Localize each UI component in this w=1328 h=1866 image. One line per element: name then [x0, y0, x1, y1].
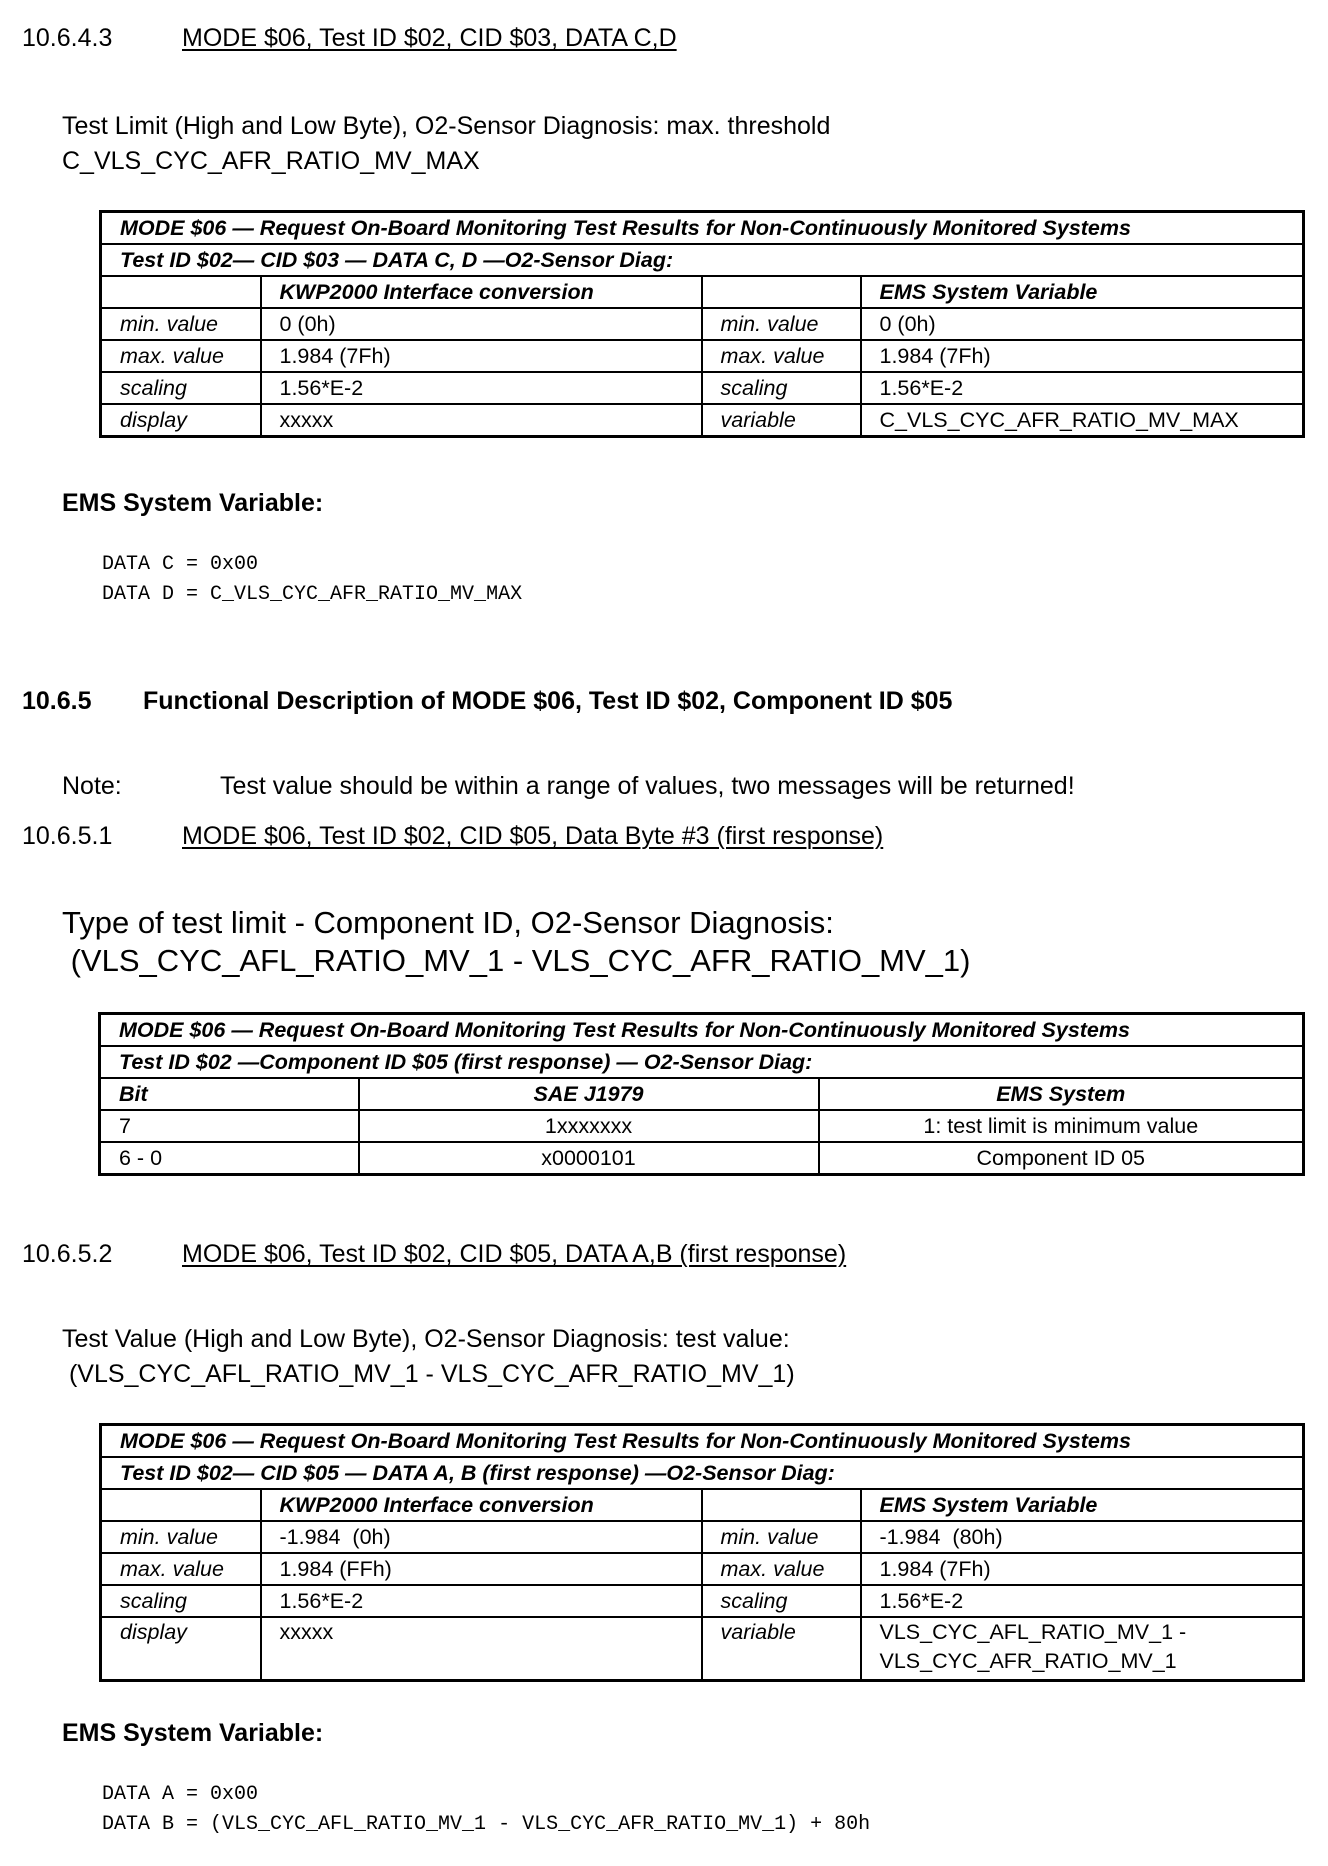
table-row — [100, 1110, 1304, 1142]
row-label: max. value — [101, 1553, 261, 1585]
code-line: DATA B = (VLS_CYC_AFL_RATIO_MV_1 - VLS_CYC_AFR_RATIO_MV_1) + 80h — [102, 1813, 871, 1836]
table-title: MODE $06 — Request On-Board Monitoring Test Results for Non-Continuously Monitored Systems — [101, 212, 1304, 245]
description-line: Type of test limit - Component ID, O2-Sensor Diagnosis: — [62, 905, 834, 940]
row-value: 1.56*E-2 — [861, 372, 1304, 404]
table-title: MODE $06 — Request On-Board Monitoring Test Results for Non-Continuously Monitored Systems — [101, 1425, 1304, 1458]
code-line: DATA A = 0x00 — [102, 1783, 259, 1806]
code-line: DATA C = 0x00 — [102, 553, 259, 576]
row-value: 1.56*E-2 — [261, 372, 702, 404]
row-value: 1.984 (FFh) — [261, 1553, 702, 1585]
section-heading-10-6-5-1 — [22, 822, 883, 851]
row-label: min. value — [101, 308, 261, 340]
code-block — [102, 1780, 870, 1840]
table-title: MODE $06 — Request On-Board Monitoring Test Results for Non-Continuously Monitored Systems — [100, 1014, 1304, 1047]
ems-variable-heading: EMS System Variable: — [62, 1719, 324, 1747]
row-label: max. value — [101, 340, 261, 372]
heading-number: 10.6.5.2 — [22, 1240, 113, 1268]
row-value: 0 (0h) — [861, 308, 1304, 340]
row-label: min. value — [101, 1521, 261, 1553]
row-value-line: VLS_CYC_AFR_RATIO_MV_1 — [879, 1649, 1177, 1673]
table-row — [101, 1553, 1304, 1585]
row-value: -1.984 (80h) — [861, 1521, 1304, 1553]
row-value: 1.56*E-2 — [261, 1585, 702, 1617]
row-value-multiline — [861, 1617, 1304, 1680]
note — [62, 769, 1075, 804]
description-line: (VLS_CYC_AFL_RATIO_MV_1 - VLS_CYC_AFR_RATIO_MV_1) — [62, 943, 971, 978]
spec-table-cid05-ab — [99, 1423, 1305, 1682]
note-text: Test value should be within a range of values, two messages will be returned! — [220, 772, 1075, 800]
heading-text: MODE $06, Test ID $02, CID $05, DATA A,B (first response) — [182, 1240, 847, 1268]
row-value: -1.984 (0h) — [261, 1521, 702, 1553]
table-subtitle: Test ID $02 —Component ID $05 (first response) — O2-Sensor Diag: — [100, 1046, 1304, 1078]
header-cell-empty — [702, 1489, 861, 1521]
ems-variable-heading: EMS System Variable: — [62, 489, 324, 517]
table-row — [101, 1585, 1304, 1617]
row-value: 1.984 (7Fh) — [861, 1553, 1304, 1585]
header-kwp: KWP2000 Interface conversion — [261, 1489, 702, 1521]
row-label: scaling — [702, 1585, 861, 1617]
description — [62, 109, 830, 179]
row-value: 0 (0h) — [261, 308, 702, 340]
bit-table-cid05 — [98, 1012, 1305, 1176]
row-label: variable — [702, 404, 861, 437]
row-label: min. value — [702, 1521, 861, 1553]
description-line: (VLS_CYC_AFL_RATIO_MV_1 - VLS_CYC_AFR_RATIO_MV_1) — [62, 1360, 795, 1388]
spec-table-cid03 — [99, 210, 1305, 438]
header-ems: EMS System — [819, 1078, 1304, 1110]
row-label: display — [101, 404, 261, 437]
heading-number: 10.6.5.1 — [22, 822, 113, 850]
ems-cell: Component ID 05 — [819, 1142, 1304, 1175]
header-ems: EMS System Variable — [861, 276, 1304, 308]
description — [62, 1322, 795, 1392]
description — [62, 904, 971, 980]
table-row — [101, 308, 1304, 340]
table-subtitle: Test ID $02— CID $05 — DATA A, B (first response) —O2-Sensor Diag: — [101, 1457, 1304, 1489]
description-line: C_VLS_CYC_AFR_RATIO_MV_MAX — [62, 147, 480, 175]
bit-cell: 6 - 0 — [100, 1142, 359, 1175]
section-heading-10-6-5 — [22, 687, 952, 716]
heading-number: 10.6.5 — [22, 687, 92, 715]
sae-cell: x0000101 — [359, 1142, 819, 1175]
table-subtitle: Test ID $02— CID $03 — DATA C, D —O2-Sensor Diag: — [101, 244, 1304, 276]
bit-cell: 7 — [100, 1110, 359, 1142]
table-row — [101, 1617, 1304, 1680]
header-cell-empty — [101, 276, 261, 308]
table-row — [101, 372, 1304, 404]
row-label: scaling — [702, 372, 861, 404]
row-value-line: VLS_CYC_AFL_RATIO_MV_1 - — [879, 1620, 1187, 1644]
code-block — [102, 550, 522, 610]
table-row — [101, 404, 1304, 437]
row-value: xxxxx — [261, 1617, 702, 1680]
row-value: 1.56*E-2 — [861, 1585, 1304, 1617]
description-line: Test Limit (High and Low Byte), O2-Sensor Diagnosis: max. threshold — [62, 112, 831, 140]
heading-text: Functional Description of MODE $06, Test ID $02, Component ID $05 — [143, 687, 953, 715]
table-row — [100, 1142, 1304, 1175]
row-label: scaling — [101, 1585, 261, 1617]
ems-cell: 1: test limit is minimum value — [819, 1110, 1304, 1142]
header-bit: Bit — [100, 1078, 359, 1110]
table-row — [101, 340, 1304, 372]
header-ems: EMS System Variable — [861, 1489, 1304, 1521]
row-label: variable — [702, 1617, 861, 1680]
heading-text: MODE $06, Test ID $02, CID $03, DATA C,D — [182, 24, 677, 52]
table-row — [101, 1521, 1304, 1553]
section-heading-10-6-5-2 — [22, 1240, 846, 1269]
header-cell-empty — [702, 276, 861, 308]
header-cell-empty — [101, 1489, 261, 1521]
row-label: max. value — [702, 1553, 861, 1585]
row-label: scaling — [101, 372, 261, 404]
sae-cell: 1xxxxxxx — [359, 1110, 819, 1142]
heading-number: 10.6.4.3 — [22, 24, 113, 52]
header-sae: SAE J1979 — [359, 1078, 819, 1110]
heading-text: MODE $06, Test ID $02, CID $05, Data Byte #3 (first response) — [182, 822, 884, 850]
header-kwp: KWP2000 Interface conversion — [261, 276, 702, 308]
code-line: DATA D = C_VLS_CYC_AFR_RATIO_MV_MAX — [102, 583, 523, 606]
row-label: min. value — [702, 308, 861, 340]
row-value: xxxxx — [261, 404, 702, 437]
row-value: C_VLS_CYC_AFR_RATIO_MV_MAX — [861, 404, 1304, 437]
row-value: 1.984 (7Fh) — [261, 340, 702, 372]
section-heading-10-6-4-3 — [22, 24, 677, 53]
row-label: max. value — [702, 340, 861, 372]
note-label: Note: — [62, 772, 122, 800]
row-label: display — [101, 1617, 261, 1680]
description-line: Test Value (High and Low Byte), O2-Sensor Diagnosis: test value: — [62, 1325, 790, 1353]
row-value: 1.984 (7Fh) — [861, 340, 1304, 372]
